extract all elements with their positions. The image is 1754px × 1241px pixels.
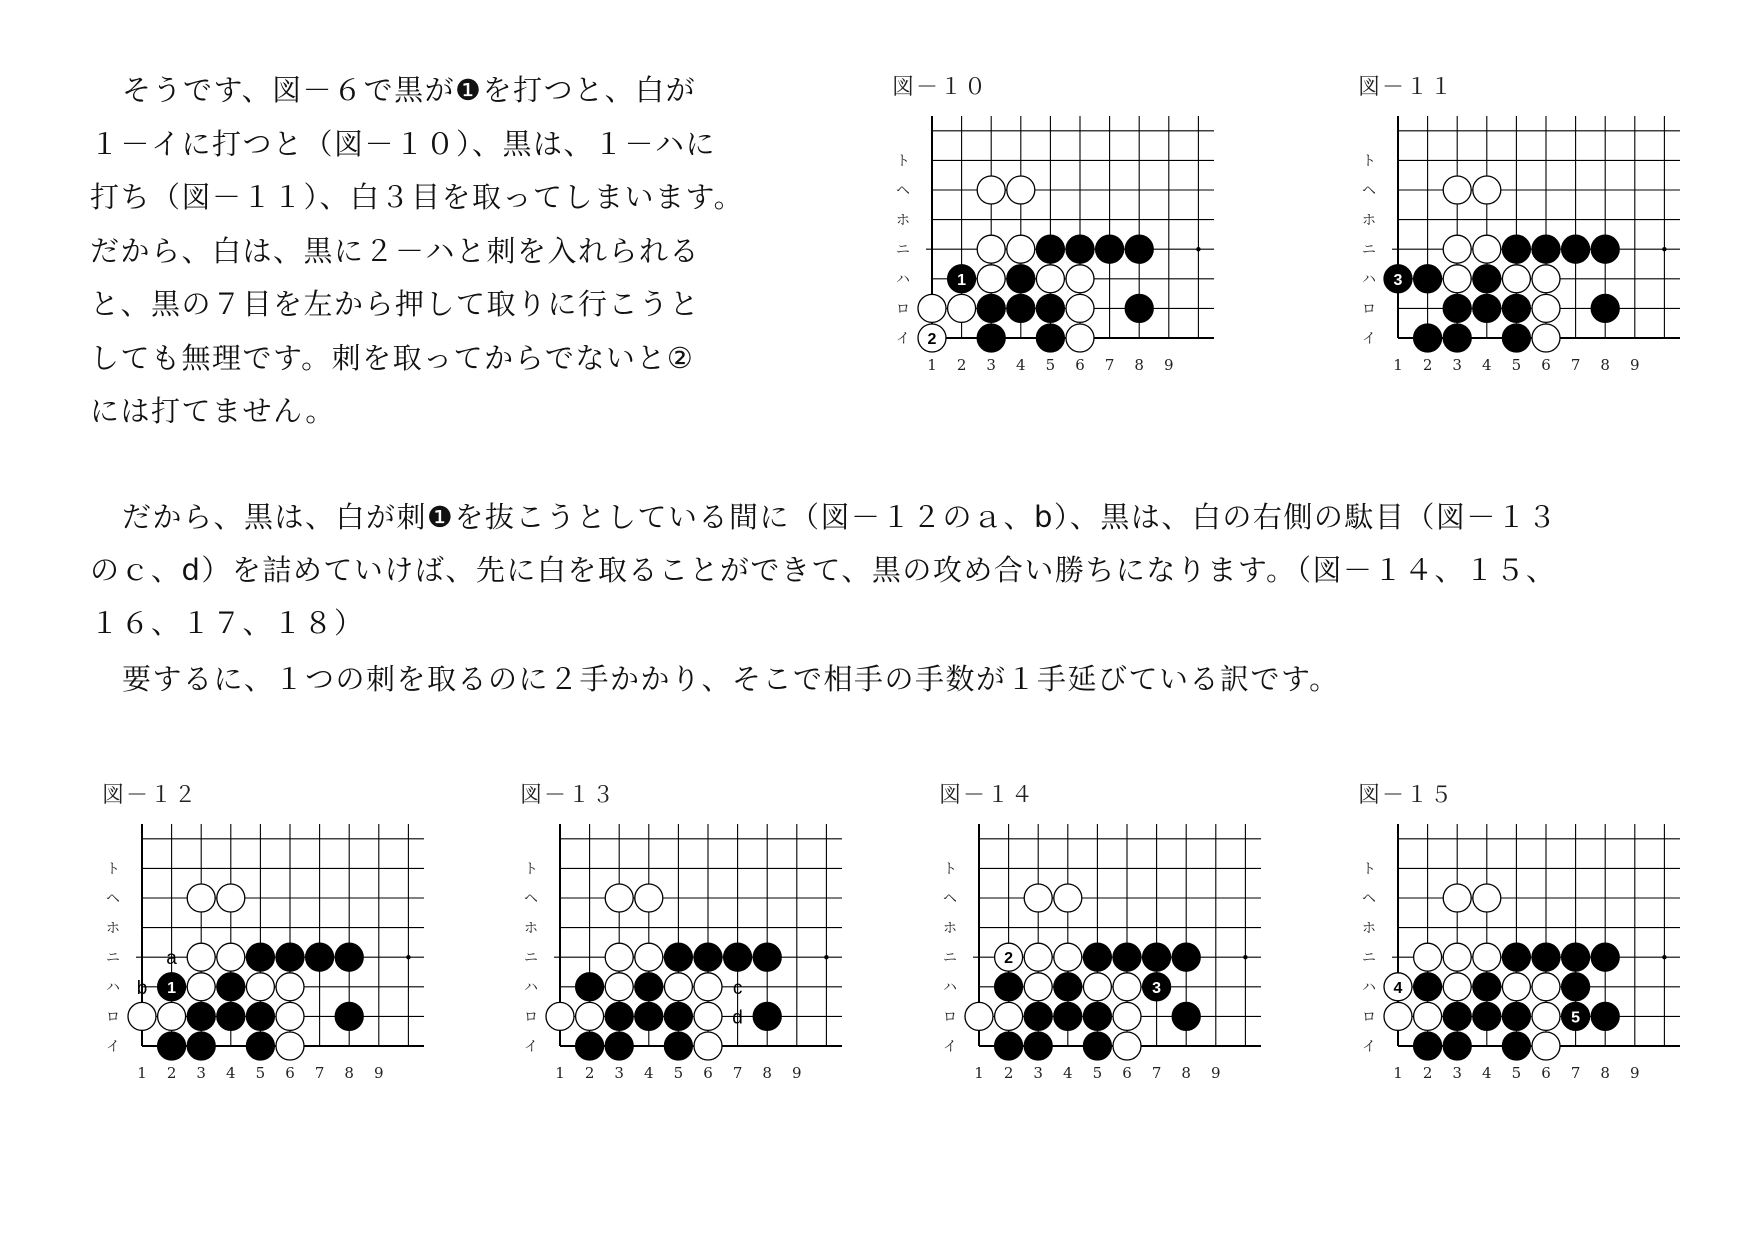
black-stone bbox=[1562, 943, 1590, 971]
black-stone bbox=[246, 943, 274, 971]
row-label: ロ bbox=[106, 1009, 120, 1026]
black-stone bbox=[605, 1002, 633, 1030]
black-stone bbox=[1414, 1032, 1442, 1060]
row-label: ハ bbox=[1362, 271, 1376, 288]
white-stone bbox=[1443, 265, 1471, 293]
white-stone bbox=[1502, 265, 1530, 293]
black-stone bbox=[246, 1002, 274, 1030]
black-stone bbox=[605, 1032, 633, 1060]
black-stone bbox=[1125, 294, 1153, 322]
black-stone bbox=[1414, 324, 1442, 352]
black-stone bbox=[753, 943, 781, 971]
row-label: ヘ bbox=[524, 891, 538, 907]
row-label: ロ bbox=[943, 1009, 957, 1026]
white-stone bbox=[694, 1002, 722, 1030]
star-point bbox=[824, 955, 828, 959]
black-stone bbox=[694, 943, 722, 971]
column-label: 4 bbox=[644, 1064, 654, 1082]
paragraph-1 bbox=[90, 64, 790, 439]
white-stone bbox=[546, 1002, 574, 1030]
row-label: ロ bbox=[1362, 301, 1376, 318]
black-stone bbox=[635, 973, 663, 1001]
point-mark-a: a bbox=[166, 948, 177, 970]
black-stone bbox=[1172, 1002, 1200, 1030]
column-label: 4 bbox=[1016, 356, 1026, 374]
column-label: 7 bbox=[1570, 1064, 1581, 1082]
column-label: 5 bbox=[1092, 1064, 1103, 1082]
go-diagram-fig-13 bbox=[518, 780, 848, 1080]
column-label: 3 bbox=[196, 1064, 206, 1082]
black-stone bbox=[1502, 324, 1530, 352]
white-stone bbox=[1443, 973, 1471, 1001]
black-stone bbox=[1562, 235, 1590, 263]
row-label: イ bbox=[896, 331, 910, 347]
para1-line-6: しても無理です。刺を取ってからでないと② bbox=[90, 340, 695, 375]
column-label: 6 bbox=[1075, 356, 1085, 374]
black-stone bbox=[1054, 973, 1082, 1001]
row-label: ハ bbox=[943, 979, 957, 996]
white-stone bbox=[187, 973, 215, 1001]
white-stone bbox=[576, 1002, 604, 1030]
white-stone bbox=[276, 1032, 304, 1060]
black-stone bbox=[1502, 235, 1530, 263]
figure-caption: 図－１０ bbox=[892, 75, 989, 100]
black-stone bbox=[995, 973, 1023, 1001]
para1-line-2: １－イに打つと（図－１０）、黒は、１－ハに bbox=[90, 126, 717, 161]
black-stone bbox=[576, 1032, 604, 1060]
black-stone bbox=[1473, 973, 1501, 1001]
white-stone bbox=[995, 1002, 1023, 1030]
column-label: 9 bbox=[792, 1064, 802, 1082]
black-stone bbox=[1443, 1002, 1471, 1030]
black-stone bbox=[187, 1032, 215, 1060]
black-stone bbox=[276, 943, 304, 971]
star-point bbox=[1196, 247, 1200, 251]
black-stone bbox=[335, 943, 363, 971]
row-label: ト bbox=[524, 861, 538, 878]
black-stone bbox=[995, 1032, 1023, 1060]
row-label: ホ bbox=[106, 920, 120, 937]
column-label: 5 bbox=[1511, 1064, 1522, 1082]
row-label: ホ bbox=[943, 920, 957, 937]
row-label: ホ bbox=[524, 920, 538, 937]
go-board-svg bbox=[100, 780, 430, 1080]
row-label: ホ bbox=[1362, 920, 1376, 937]
row-label: ヘ bbox=[1362, 891, 1376, 907]
white-stone bbox=[217, 943, 245, 971]
para2-line-3: １６、１７、１８） bbox=[90, 606, 365, 640]
row-label: ニ bbox=[1362, 950, 1376, 967]
black-stone bbox=[335, 1002, 363, 1030]
stone-number: 5 bbox=[1571, 1009, 1581, 1027]
white-stone bbox=[948, 294, 976, 322]
white-stone bbox=[1083, 973, 1111, 1001]
stone-number: 4 bbox=[1393, 979, 1403, 997]
column-label: 5 bbox=[673, 1064, 684, 1082]
white-stone bbox=[605, 884, 633, 912]
row-label: ハ bbox=[896, 271, 910, 288]
column-label: 4 bbox=[226, 1064, 236, 1082]
row-label: ニ bbox=[524, 950, 538, 967]
row-label: ロ bbox=[896, 301, 910, 318]
point-mark-c: c bbox=[732, 977, 743, 999]
column-label: 6 bbox=[1541, 1064, 1551, 1082]
black-stone bbox=[1083, 1002, 1111, 1030]
white-stone bbox=[276, 1002, 304, 1030]
white-stone bbox=[187, 884, 215, 912]
white-stone bbox=[605, 973, 633, 1001]
column-label: 2 bbox=[584, 1064, 595, 1082]
black-stone bbox=[1443, 324, 1471, 352]
white-stone bbox=[1532, 1002, 1560, 1030]
black-stone bbox=[1007, 294, 1035, 322]
row-label: イ bbox=[1362, 331, 1376, 347]
black-stone bbox=[1532, 235, 1560, 263]
para3-line-1: 要するに、１つの刺を取るのに２手かかり、そこで相手の手数が１手延びている訳です。 bbox=[122, 662, 1340, 696]
black-stone bbox=[1473, 294, 1501, 322]
white-stone bbox=[1502, 973, 1530, 1001]
white-stone bbox=[1414, 1002, 1442, 1030]
paragraph-3 bbox=[90, 653, 1690, 707]
black-stone bbox=[1473, 1002, 1501, 1030]
row-label: ハ bbox=[1362, 979, 1376, 996]
black-stone bbox=[1502, 1002, 1530, 1030]
black-stone bbox=[158, 1032, 186, 1060]
black-stone bbox=[664, 1002, 692, 1030]
point-mark-d: d bbox=[732, 1007, 743, 1029]
para1-line-3: 打ち（図－１１）、白３目を取ってしまいます。 bbox=[90, 180, 745, 214]
black-stone bbox=[1143, 943, 1171, 971]
white-stone bbox=[1443, 235, 1471, 263]
column-label: 1 bbox=[555, 1064, 565, 1082]
stone-number: 1 bbox=[957, 271, 967, 289]
black-stone bbox=[1007, 265, 1035, 293]
row-label: イ bbox=[943, 1039, 957, 1055]
column-label: 1 bbox=[1393, 356, 1403, 374]
figure-caption: 図－１３ bbox=[520, 783, 617, 808]
black-stone bbox=[1473, 265, 1501, 293]
column-label: 2 bbox=[166, 1064, 177, 1082]
white-stone bbox=[1054, 884, 1082, 912]
column-label: 1 bbox=[927, 356, 937, 374]
row-label: ロ bbox=[524, 1009, 538, 1026]
column-label: 1 bbox=[137, 1064, 147, 1082]
white-stone bbox=[246, 973, 274, 1001]
white-stone bbox=[1113, 1032, 1141, 1060]
column-label: 1 bbox=[974, 1064, 984, 1082]
column-label: 3 bbox=[614, 1064, 624, 1082]
black-stone bbox=[1125, 235, 1153, 263]
figure-caption: 図－１４ bbox=[939, 783, 1036, 808]
white-stone bbox=[1473, 943, 1501, 971]
row-label: ヘ bbox=[106, 891, 120, 907]
black-stone bbox=[1414, 973, 1442, 1001]
stone-number: 2 bbox=[927, 331, 937, 348]
go-diagram-fig-11 bbox=[1356, 72, 1686, 372]
column-label: 7 bbox=[314, 1064, 325, 1082]
column-label: 7 bbox=[1151, 1064, 1162, 1082]
black-stone bbox=[1036, 294, 1064, 322]
column-label: 2 bbox=[1422, 1064, 1433, 1082]
white-stone bbox=[1007, 235, 1035, 263]
column-label: 7 bbox=[732, 1064, 743, 1082]
column-label: 5 bbox=[1511, 356, 1522, 374]
black-stone bbox=[1036, 235, 1064, 263]
black-stone bbox=[187, 1002, 215, 1030]
figure-caption: 図－１２ bbox=[102, 783, 199, 808]
paragraph-2 bbox=[90, 491, 1690, 650]
go-diagram-fig-12 bbox=[100, 780, 430, 1080]
black-stone bbox=[1083, 1032, 1111, 1060]
black-stone bbox=[1443, 1032, 1471, 1060]
para1-line-4: だから、白は、黒に２－ハと刺を入れられる bbox=[90, 233, 701, 268]
column-label: 8 bbox=[1134, 356, 1144, 374]
black-stone bbox=[1532, 943, 1560, 971]
white-stone bbox=[1036, 265, 1064, 293]
black-stone bbox=[1096, 235, 1124, 263]
white-stone bbox=[1473, 176, 1501, 204]
column-label: 7 bbox=[1104, 356, 1115, 374]
black-stone bbox=[724, 943, 752, 971]
column-label: 3 bbox=[1452, 356, 1462, 374]
column-label: 2 bbox=[1422, 356, 1433, 374]
row-label: ト bbox=[1362, 861, 1376, 878]
row-label: ト bbox=[943, 861, 957, 878]
black-stone bbox=[1502, 943, 1530, 971]
white-stone bbox=[1024, 943, 1052, 971]
row-label: ハ bbox=[106, 979, 120, 996]
stone-number: 2 bbox=[1004, 950, 1014, 968]
star-point bbox=[1243, 955, 1247, 959]
figure-caption: 図－１１ bbox=[1358, 75, 1455, 100]
column-label: 9 bbox=[1211, 1064, 1221, 1082]
column-label: 3 bbox=[1452, 1064, 1462, 1082]
row-label: ヘ bbox=[943, 891, 957, 907]
column-label: 4 bbox=[1063, 1064, 1073, 1082]
white-stone bbox=[1473, 235, 1501, 263]
white-stone bbox=[1066, 324, 1094, 352]
black-stone bbox=[576, 973, 604, 1001]
column-label: 9 bbox=[1164, 356, 1174, 374]
row-label: ヘ bbox=[1362, 183, 1376, 199]
row-label: ト bbox=[896, 153, 910, 170]
black-stone bbox=[1036, 324, 1064, 352]
black-stone bbox=[977, 294, 1005, 322]
white-stone bbox=[694, 973, 722, 1001]
black-stone bbox=[1502, 1032, 1530, 1060]
para1-line-7: には打てません。 bbox=[90, 394, 336, 428]
black-stone bbox=[635, 1002, 663, 1030]
white-stone bbox=[1066, 294, 1094, 322]
black-stone bbox=[1024, 1002, 1052, 1030]
black-stone bbox=[1024, 1032, 1052, 1060]
white-stone bbox=[158, 1002, 186, 1030]
star-point bbox=[1662, 247, 1666, 251]
column-label: 8 bbox=[762, 1064, 772, 1082]
column-label: 2 bbox=[956, 356, 967, 374]
column-label: 3 bbox=[986, 356, 996, 374]
white-stone bbox=[1443, 884, 1471, 912]
row-label: ハ bbox=[524, 979, 538, 996]
white-stone bbox=[1007, 176, 1035, 204]
black-stone bbox=[1443, 294, 1471, 322]
black-stone bbox=[217, 973, 245, 1001]
white-stone bbox=[664, 973, 692, 1001]
row-label: ト bbox=[106, 861, 120, 878]
black-stone bbox=[1083, 943, 1111, 971]
white-stone bbox=[918, 294, 946, 322]
white-stone bbox=[1532, 294, 1560, 322]
black-stone bbox=[1562, 973, 1590, 1001]
black-stone bbox=[664, 943, 692, 971]
star-point bbox=[1662, 955, 1666, 959]
row-label: イ bbox=[106, 1039, 120, 1055]
column-label: 9 bbox=[374, 1064, 384, 1082]
column-label: 4 bbox=[1482, 356, 1492, 374]
column-label: 6 bbox=[703, 1064, 713, 1082]
go-board-svg bbox=[1356, 780, 1686, 1080]
row-label: ニ bbox=[1362, 242, 1376, 259]
white-stone bbox=[635, 884, 663, 912]
stone-number: 3 bbox=[1393, 271, 1403, 289]
column-label: 5 bbox=[255, 1064, 266, 1082]
para1-line-1: そうです、図－６で黒が❶を打つと、白が bbox=[122, 73, 697, 107]
column-label: 1 bbox=[1393, 1064, 1403, 1082]
stone-number: 1 bbox=[167, 979, 177, 997]
white-stone bbox=[965, 1002, 993, 1030]
para2-line-2: のｃ、d）を詰めていけば、先に白を取ることができて、黒の攻め合い勝ちになります。（図－１４、１５、 bbox=[90, 553, 1557, 587]
column-label: 9 bbox=[1630, 356, 1640, 374]
column-label: 8 bbox=[1600, 356, 1610, 374]
go-diagram-fig-14 bbox=[937, 780, 1267, 1080]
white-stone bbox=[1532, 1032, 1560, 1060]
row-label: ヘ bbox=[896, 183, 910, 199]
black-stone bbox=[306, 943, 334, 971]
row-label: ニ bbox=[943, 950, 957, 967]
figure-caption: 図－１５ bbox=[1358, 783, 1455, 808]
white-stone bbox=[1384, 1002, 1412, 1030]
white-stone bbox=[1443, 943, 1471, 971]
row-label: ホ bbox=[896, 212, 910, 229]
white-stone bbox=[217, 884, 245, 912]
column-label: 8 bbox=[1181, 1064, 1191, 1082]
point-mark-b: b bbox=[136, 977, 148, 999]
black-stone bbox=[1591, 294, 1619, 322]
column-label: 6 bbox=[1122, 1064, 1132, 1082]
black-stone bbox=[217, 1002, 245, 1030]
column-label: 9 bbox=[1630, 1064, 1640, 1082]
black-stone bbox=[1591, 235, 1619, 263]
black-stone bbox=[1113, 943, 1141, 971]
column-label: 6 bbox=[285, 1064, 295, 1082]
white-stone bbox=[1066, 265, 1094, 293]
white-stone bbox=[605, 943, 633, 971]
black-stone bbox=[246, 1032, 274, 1060]
white-stone bbox=[1532, 265, 1560, 293]
white-stone bbox=[977, 265, 1005, 293]
column-label: 7 bbox=[1570, 356, 1581, 374]
black-stone bbox=[977, 324, 1005, 352]
go-board-svg bbox=[937, 780, 1267, 1080]
column-label: 2 bbox=[1003, 1064, 1014, 1082]
black-stone bbox=[1054, 1002, 1082, 1030]
white-stone bbox=[1113, 1002, 1141, 1030]
white-stone bbox=[187, 943, 215, 971]
white-stone bbox=[1443, 176, 1471, 204]
stone-number: 3 bbox=[1152, 979, 1162, 997]
column-label: 5 bbox=[1045, 356, 1056, 374]
white-stone bbox=[128, 1002, 156, 1030]
black-stone bbox=[1414, 265, 1442, 293]
go-diagram-fig-10 bbox=[890, 72, 1220, 372]
white-stone bbox=[1532, 324, 1560, 352]
column-label: 3 bbox=[1033, 1064, 1043, 1082]
white-stone bbox=[1473, 884, 1501, 912]
black-stone bbox=[1591, 1002, 1619, 1030]
row-label: ホ bbox=[1362, 212, 1376, 229]
column-label: 4 bbox=[1482, 1064, 1492, 1082]
white-stone bbox=[977, 176, 1005, 204]
white-stone bbox=[276, 973, 304, 1001]
black-stone bbox=[664, 1032, 692, 1060]
row-label: イ bbox=[524, 1039, 538, 1055]
white-stone bbox=[1414, 943, 1442, 971]
white-stone bbox=[694, 1032, 722, 1060]
white-stone bbox=[1113, 973, 1141, 1001]
star-point bbox=[406, 955, 410, 959]
para1-line-5: と、黒の７目を左から押して取りに行こうと bbox=[90, 287, 701, 321]
row-label: ニ bbox=[896, 242, 910, 259]
black-stone bbox=[1502, 294, 1530, 322]
row-label: イ bbox=[1362, 1039, 1376, 1055]
go-board-svg bbox=[890, 72, 1220, 372]
column-label: 8 bbox=[1600, 1064, 1610, 1082]
white-stone bbox=[1054, 943, 1082, 971]
column-label: 6 bbox=[1541, 356, 1551, 374]
para2-line-1: だから、黒は、白が刺❶を抜こうとしている間に（図－１２のａ、b）、黒は、白の右側の駄目（図－１３ bbox=[122, 500, 1558, 534]
black-stone bbox=[1591, 943, 1619, 971]
row-label: ト bbox=[1362, 153, 1376, 170]
row-label: ロ bbox=[1362, 1009, 1376, 1026]
white-stone bbox=[1024, 884, 1052, 912]
go-board-svg bbox=[518, 780, 848, 1080]
black-stone bbox=[1066, 235, 1094, 263]
white-stone bbox=[1532, 973, 1560, 1001]
column-label: 8 bbox=[344, 1064, 354, 1082]
go-board-svg bbox=[1356, 72, 1686, 372]
black-stone bbox=[753, 1002, 781, 1030]
black-stone bbox=[1172, 943, 1200, 971]
go-diagram-fig-15 bbox=[1356, 780, 1686, 1080]
row-label: ニ bbox=[106, 950, 120, 967]
white-stone bbox=[977, 235, 1005, 263]
white-stone bbox=[635, 943, 663, 971]
white-stone bbox=[1024, 973, 1052, 1001]
